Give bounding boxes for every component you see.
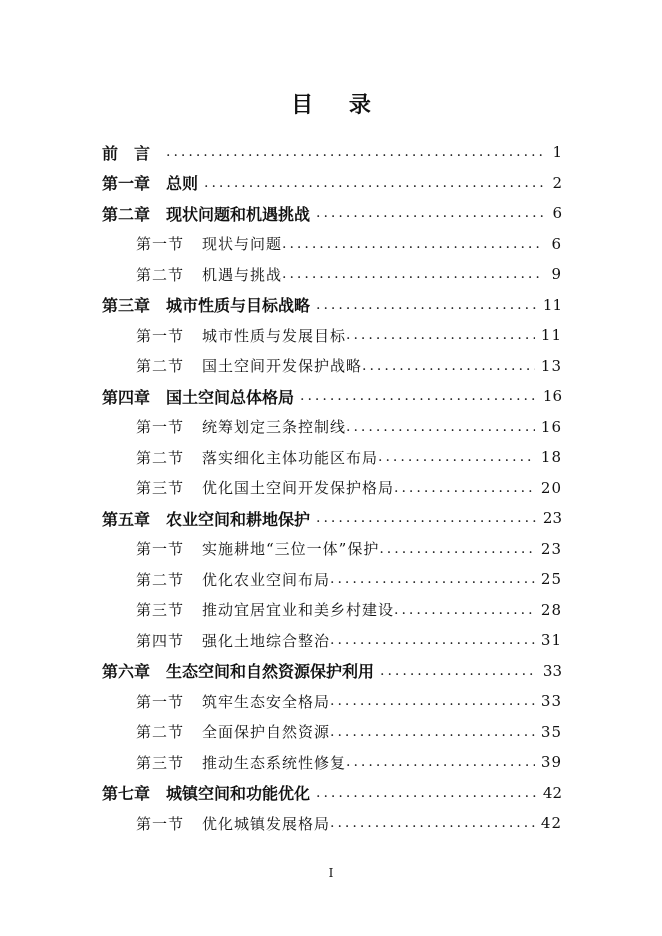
toc-dot-leader — [330, 630, 535, 650]
toc-section-entry[interactable] — [136, 534, 562, 564]
toc-entry-title: 优化城镇发展格局 — [202, 814, 331, 833]
toc-entry-title: 全面保护自然资源 — [202, 723, 331, 741]
toc-entry-title: 筑牢生态安全格局 — [202, 692, 331, 711]
toc-dot-leader — [204, 173, 544, 193]
toc-entry-number: 前 言 — [102, 143, 151, 163]
toc-page-number: 31 — [540, 631, 562, 649]
toc-section-entry[interactable] — [136, 229, 562, 259]
toc-dot-leader — [346, 325, 535, 345]
toc-section-entry[interactable] — [136, 717, 562, 747]
toc-dot-leader — [394, 600, 535, 620]
toc-chapter-entry[interactable] — [102, 137, 562, 167]
toc-entry-title: 农业空间和耕地保护 — [166, 509, 311, 529]
toc-entry-number: 第三章 — [102, 296, 151, 315]
toc-section-entry[interactable] — [136, 686, 562, 716]
toc-entry-number: 第六章 — [102, 662, 151, 681]
toc-page-number: 28 — [540, 600, 562, 619]
toc-entry-title: 落实细化主体功能区布局 — [202, 448, 379, 467]
toc-entry-title: 优化农业空间布局 — [202, 570, 331, 589]
toc-dot-leader — [362, 356, 535, 376]
toc-section-entry[interactable] — [136, 442, 562, 472]
toc-section-entry[interactable] — [136, 412, 562, 442]
toc-chapter-entry[interactable] — [102, 778, 562, 808]
toc-entry-number: 第七章 — [102, 784, 151, 803]
toc-entry-number: 第二章 — [102, 204, 151, 224]
toc-dot-leader — [330, 569, 535, 589]
toc-entry-number: 第二节 — [136, 570, 185, 589]
toc-entry-number: 第四节 — [136, 631, 185, 650]
toc-page-number: 9 — [551, 265, 562, 283]
toc-entry-number: 第二节 — [136, 357, 185, 375]
toc-entry-title: 城市性质与目标战略 — [166, 296, 311, 315]
toc-chapter-entry[interactable] — [102, 656, 562, 686]
toc-section-entry[interactable] — [136, 625, 562, 655]
toc-section-entry[interactable] — [136, 473, 562, 503]
toc-dot-leader — [394, 478, 535, 498]
toc-entry-title: 现状与问题 — [202, 235, 283, 253]
toc-entry-title: 现状问题和机遇挑战 — [166, 204, 311, 224]
page-number-footer: I — [328, 866, 334, 880]
toc-dot-leader — [330, 691, 535, 711]
toc-dot-leader — [282, 264, 544, 284]
toc-entry-number: 第二节 — [136, 265, 185, 284]
toc-entry-number: 第一节 — [136, 540, 185, 558]
toc-chapter-entry[interactable] — [102, 168, 562, 198]
toc-entry-title: 机遇与挑战 — [202, 265, 283, 284]
toc-section-entry[interactable] — [136, 808, 562, 838]
toc-page-number: 13 — [540, 356, 562, 375]
toc-dot-leader — [346, 752, 535, 772]
toc-dot-leader — [330, 722, 535, 742]
toc-entry-number: 第二节 — [136, 723, 185, 741]
toc-title: 目 录 — [291, 92, 385, 118]
toc-section-entry[interactable] — [136, 595, 562, 625]
toc-page-number: 1 — [552, 143, 562, 161]
toc-entry-title: 城镇空间和功能优化 — [166, 784, 311, 803]
toc-page-number: 18 — [540, 448, 562, 466]
toc-dot-leader — [166, 142, 544, 162]
toc-entry-number: 第二节 — [136, 448, 185, 467]
toc-page-number: 23 — [542, 509, 562, 527]
toc-section-entry[interactable] — [136, 259, 562, 289]
toc-entry-number: 第一节 — [136, 326, 185, 345]
toc-dot-leader — [346, 417, 535, 437]
toc-section-entry[interactable] — [136, 564, 562, 594]
toc-entry-title: 推动宜居宜业和美乡村建设 — [202, 601, 395, 619]
toc-page-number: 16 — [542, 387, 562, 405]
toc-page-number: 42 — [540, 814, 562, 832]
toc-page-number: 33 — [540, 692, 562, 710]
toc-page-number: 11 — [540, 326, 562, 344]
toc-entry-number: 第四章 — [102, 387, 151, 407]
toc-entry-title: 城市性质与发展目标 — [202, 326, 347, 345]
toc-dot-leader — [379, 539, 535, 559]
toc-chapter-entry[interactable] — [102, 381, 562, 411]
toc-entry-title: 国土空间开发保护战略 — [202, 357, 363, 375]
toc-entry-number: 第五章 — [102, 509, 151, 529]
toc-entry-number: 第一章 — [102, 174, 151, 193]
toc-dot-leader — [316, 203, 544, 223]
toc-page-number: 16 — [540, 417, 562, 436]
toc-chapter-entry[interactable] — [102, 290, 562, 320]
toc-entry-title: 统筹划定三条控制线 — [202, 418, 347, 436]
toc-page-number: 39 — [540, 753, 562, 771]
toc-entry-title: 国土空间总体格局 — [166, 387, 295, 407]
toc-entry-number: 第三节 — [136, 753, 185, 772]
toc-page-number: 23 — [540, 539, 562, 558]
toc-section-entry[interactable] — [136, 320, 562, 350]
toc-entry-title: 实施耕地“三位一体”保护 — [202, 540, 380, 558]
toc-entry-title: 推动生态系统性修复 — [202, 753, 347, 772]
toc-dot-leader — [378, 447, 535, 467]
toc-page-number: 25 — [540, 570, 562, 588]
toc-chapter-entry[interactable] — [102, 503, 562, 533]
toc-entry-number: 第一节 — [136, 814, 185, 833]
toc-page-number: 35 — [540, 722, 562, 741]
toc-page-number: 6 — [551, 234, 562, 253]
toc-section-entry[interactable] — [136, 747, 562, 777]
toc-page-number: 2 — [552, 173, 562, 192]
toc-page-number: 42 — [542, 783, 562, 802]
toc-section-entry[interactable] — [136, 351, 562, 381]
toc-dot-leader — [316, 508, 537, 528]
toc-dot-leader — [380, 661, 537, 681]
toc-page-number: 20 — [540, 478, 562, 497]
toc-entry-number: 第三节 — [136, 601, 185, 619]
toc-entry-title: 总则 — [166, 174, 199, 193]
toc-page-number: 33 — [542, 661, 562, 680]
toc-entry-title: 强化土地综合整治 — [202, 631, 331, 650]
toc-dot-leader — [282, 234, 544, 254]
toc-dot-leader — [316, 783, 537, 803]
toc-page-number: 6 — [552, 204, 562, 222]
toc-dot-leader — [300, 386, 537, 406]
toc-entry-number: 第一节 — [136, 418, 185, 436]
toc-dot-leader — [330, 813, 535, 833]
toc-chapter-entry[interactable] — [102, 198, 562, 228]
toc-entry-title: 优化国土空间开发保护格局 — [202, 479, 395, 497]
toc-page-number: 11 — [542, 295, 562, 314]
toc-entry-number: 第一节 — [136, 235, 185, 253]
toc-dot-leader — [316, 295, 537, 315]
toc-entry-number: 第一节 — [136, 692, 185, 711]
toc-entry-number: 第三节 — [136, 479, 185, 497]
toc-entry-title: 生态空间和自然资源保护利用 — [166, 662, 375, 681]
